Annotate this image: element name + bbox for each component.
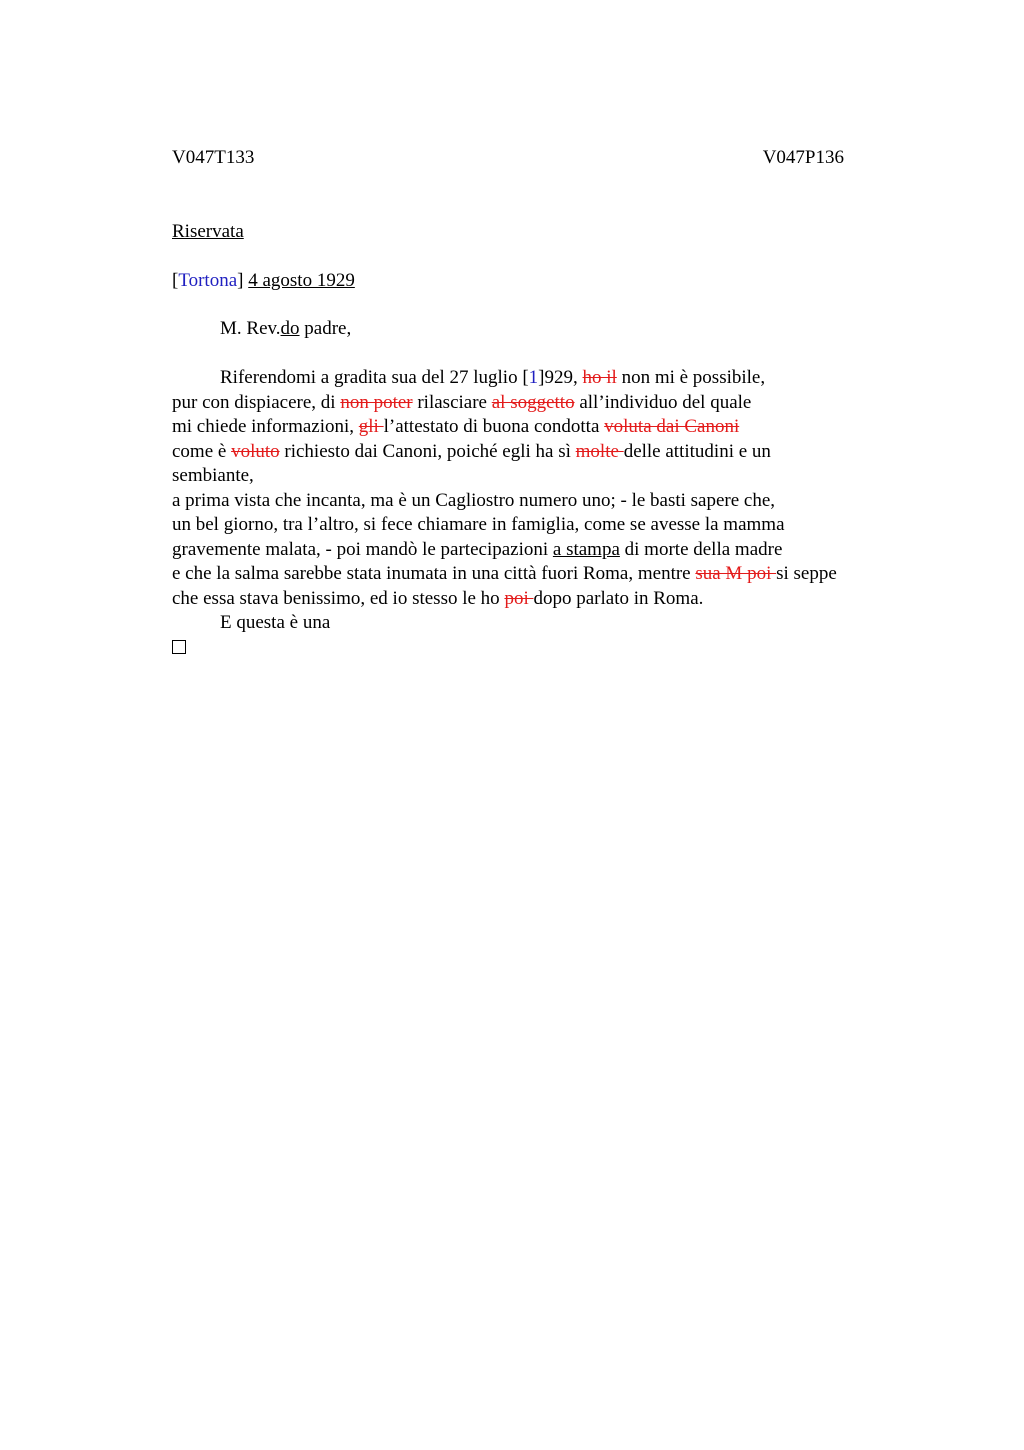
deleted-text: gli xyxy=(358,416,384,437)
letter-paragraph xyxy=(172,366,932,661)
date: 4 agosto 1929 xyxy=(248,270,355,291)
text-line-6: a prima vista che incanta, ma è un Cagliostro numero uno; - le basti sapere che, xyxy=(172,489,776,511)
salutation: M. Rev.do padre, xyxy=(220,318,352,339)
text-line-3: mi chiede informazioni, gli l’attestato di buona condotta voluta dai Canoni xyxy=(172,416,740,437)
checkbox-icon xyxy=(172,640,186,654)
place-date-line: [Tortona] 4 agosto 1929 xyxy=(172,270,355,291)
text-line-5: sembiante, xyxy=(172,465,254,486)
classification xyxy=(172,220,932,244)
deleted-text: voluta dai Canoni xyxy=(604,416,740,437)
deleted-text: sua M poi xyxy=(695,563,777,584)
text-line-9: e che la salma sarebbe stata inumata in una città fuori Roma, mentre sua M poi si seppe xyxy=(172,563,837,584)
deleted-text: molte xyxy=(575,440,624,462)
right-code: V047P136 xyxy=(762,147,844,168)
text-line-1: Riferendomi a gradita sua del 27 luglio [1]929, ho il non mi è possibile, xyxy=(220,367,766,388)
deleted-text: voluto xyxy=(231,440,280,462)
letter-body xyxy=(172,220,932,661)
text-line-7: un bel giorno, tra l’altro, si fece chiamare in famiglia, come se avesse la mamma xyxy=(172,514,785,535)
place: Tortona xyxy=(178,270,238,291)
text-line-10: che essa stava benissimo, ed io stesso le ho poi dopo parlato in Roma. xyxy=(172,587,704,609)
text-line-11: E questa è una xyxy=(220,612,331,633)
classification-text: Riservata xyxy=(172,221,244,242)
deleted-text: al soggetto xyxy=(491,391,575,413)
deleted-text: poi xyxy=(504,587,534,609)
checkbox-row xyxy=(172,636,932,662)
left-code: V047T133 xyxy=(172,147,255,168)
text-line-4: come è voluto richiesto dai Canoni, poiché egli ha sì molte delle attitudini e un xyxy=(172,440,771,462)
text-line-2: pur con dispiacere, di non poter rilasciare al soggetto all’individuo del quale xyxy=(172,391,752,413)
text-line-8: gravemente malata, - poi mandò le partecipazioni a stampa di morte della madre xyxy=(172,538,783,560)
deleted-text: non poter xyxy=(340,391,413,413)
deleted-text: ho il xyxy=(582,367,617,388)
